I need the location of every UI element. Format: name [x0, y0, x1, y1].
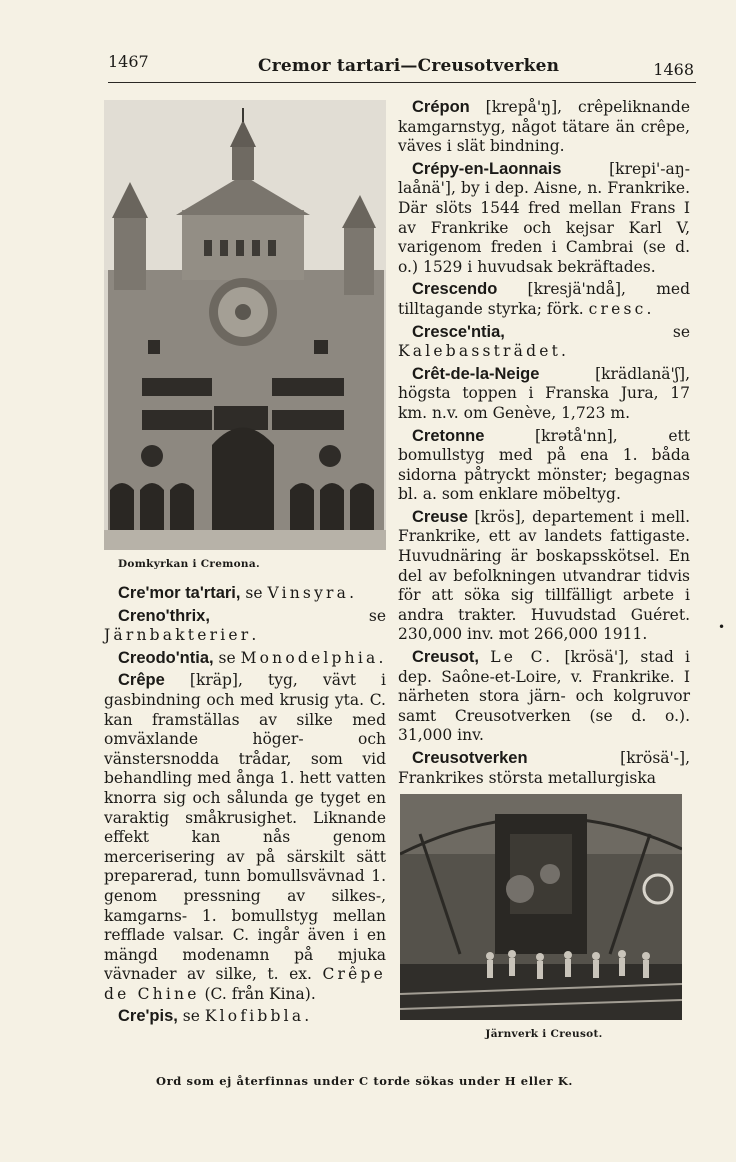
left-column	[104, 100, 386, 1030]
right-column	[398, 98, 690, 1040]
entry-cret-de-la-neige: Crêt-de-la-Neige [krädlanä'ʃ], högsta toppen i Franska Jura, 17 km. n.v. om Genève, 1,723 m.	[398, 364, 690, 422]
page-number-right: 1468	[653, 60, 694, 79]
page-number-left: 1467	[108, 52, 149, 71]
cathedral-image	[104, 100, 386, 550]
running-title: Cremor tartari—Creusotverken	[258, 56, 560, 76]
cathedral-illustration	[104, 100, 386, 550]
ironworks-illustration	[400, 794, 682, 1020]
entry-crepis: Cre'pis, se Klofibbla.	[118, 1007, 310, 1026]
entry-crenothrix: Creno'thrix, se Järnbakterier.	[104, 606, 386, 645]
entry-creodontia: Creodo'ntia, se Monodelphia.	[118, 648, 384, 667]
entry-creuse: Creuse [krös], departement i mell. Frankrike, ett av landets fattigaste. Huvudnäring är boskapsskötsel. En del av befolkningen utvandrar tidvis för att söka sig tillfälligt arbete i andra trakter. Huvudstad Guéret. 230,000 inv. mot 266,000 1911.	[398, 507, 690, 644]
entry-crepe: Crêpe [kräp], tyg, vävt i gasbindning och med krusig yta. C. kan framställas av silke med omväxlande höger- och vänstersnodda trådar, som vid behandling med ånga 1. hett vatten knorra sig och sålunda ge tyget en varaktig småkrusighet. Liknande effekt kan nås genom mercerisering av på särskilt sätt preparerad, tunn bomullsvävnad 1. genom pressning av silkes-, kamgarns- 1. bomullstyg mellan refflade valsar. C. ingår även i en mängd modenamn på mjuka vävnader av silke, t. ex. Crêpe de Chine (C. från Kina).	[104, 671, 386, 1003]
ironworks-caption: Järnverk i Creusot.	[485, 1028, 603, 1041]
ironworks-image	[400, 794, 682, 1020]
margin-mark: •	[718, 620, 726, 634]
entry-cretonne: Cretonne [krətå'nn], ett bomullstyg med på ena 1. båda sidorna påtryckt mönster; begagnas bl. a. som enklare möbeltyg.	[398, 426, 690, 504]
entry-creusotverken: Creusotverken [krösä'-], Frankrikes största metallurgiska	[398, 749, 690, 787]
entry-crescendo: Crescendo [kresjä'ndå], med tilltagande styrka; förk. cresc.	[398, 280, 690, 318]
cathedral-caption: Domkyrkan i Cremona.	[118, 558, 260, 570]
page-header	[108, 52, 696, 83]
page-footer-note: Ord som ej återfinnas under C torde sökas under H eller K.	[156, 1074, 574, 1088]
entry-crepy-en-laonnais: Crépy-en-Laonnais [krepi'-aŋ-laånä'], by i dep. Aisne, n. Frankrike. Där slöts 1544 fred mellan Frans I av Frankrike och kejsar Karl V, varigenom freden i Cambrai (se d. o.) 1529 i huvudsak bekräftades.	[398, 159, 690, 276]
entry-creusot: Creusot, Le C. [krösä'], stad i dep. Saône-et-Loire, v. Frankrike. I närheten stora järn- och kolgruvor samt Creusotverken (se d. o.). 31,000 inv.	[398, 648, 690, 745]
left-entries	[104, 584, 386, 1027]
entry-crepon: Crépon [krepå'ŋ], crêpeliknande kamgarnstyg, något tätare än crêpe, väves i slät bindning.	[398, 98, 690, 156]
entry-cremor-tartari: Cre'mor ta'rtari, se Vinsyra.	[118, 584, 355, 602]
entry-crescentia: Cresce'ntia, se Kalebassträdet.	[398, 322, 690, 361]
